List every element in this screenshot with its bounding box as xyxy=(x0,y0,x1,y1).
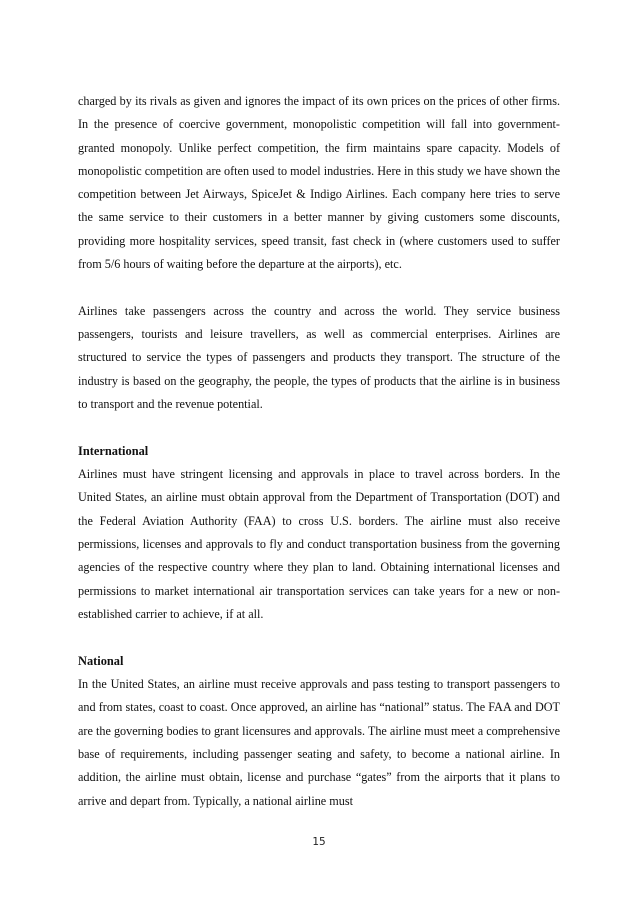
heading-national: National xyxy=(78,653,124,668)
paragraph-spacer xyxy=(78,416,560,440)
document-page xyxy=(78,90,560,813)
paragraph-monopolistic-competition: charged by its rivals as given and ignores the impact of its own prices on the prices of other firms. In the presence of coercive government, monopolistic competition will fall into government-granted monopoly. Unlike perfect competition, the firm maintains spare capacity. Models of monopolistic competition are often used to model industries. Here in this study we have shown the competition between Jet Airways, SpiceJet & Indigo Airlines. Each company here tries to serve the same service to their customers in a better manner by giving customers some discounts, providing more hospitality services, speed transit, fast check in (where customers used to suffer from 5/6 hours of waiting before the departure at the airports), etc. xyxy=(78,94,560,272)
paragraph-national: In the United States, an airline must receive approvals and pass testing to transport passengers to and from states, coast to coast. Once approved, an airline has “national” status. The FAA and DOT are the governing bodies to grant licensures and approvals. The airline must meet a comprehensive base of requirements, including passenger seating and safety, to become a national airline. In addition, the airline must obtain, license and purchase “gates” from the airports that it plans to arrive and depart from. Typically, a national airline must xyxy=(78,677,560,808)
paragraph-airline-structure: Airlines take passengers across the country and across the world. They service business passengers, tourists and leisure travellers, as well as commercial enterprises. Airlines are structured to service the types of passengers and products they transport. The structure of the industry is based on the geography, the people, the types of products that the airline is in business to transport and the revenue potential. xyxy=(78,303,560,412)
paragraph-spacer xyxy=(78,626,560,650)
heading-international: International xyxy=(78,443,149,458)
paragraph-international: Airlines must have stringent licensing and approvals in place to travel across borders. In the United States, an airline must obtain approval from the Department of Transportation (DOT) and the Federal Aviation Authority (FAA) to cross U.S. borders. The airline must also receive permissions, licenses and approvals to fly and conduct transportation business from the governing agencies of the respective country where they plan to land. Obtaining international licenses and permissions to market international air transportation services can take years for a new or non-established carrier to achieve, if at all. xyxy=(78,467,560,621)
paragraph-spacer xyxy=(78,276,560,300)
page-number: 15 xyxy=(312,836,326,848)
